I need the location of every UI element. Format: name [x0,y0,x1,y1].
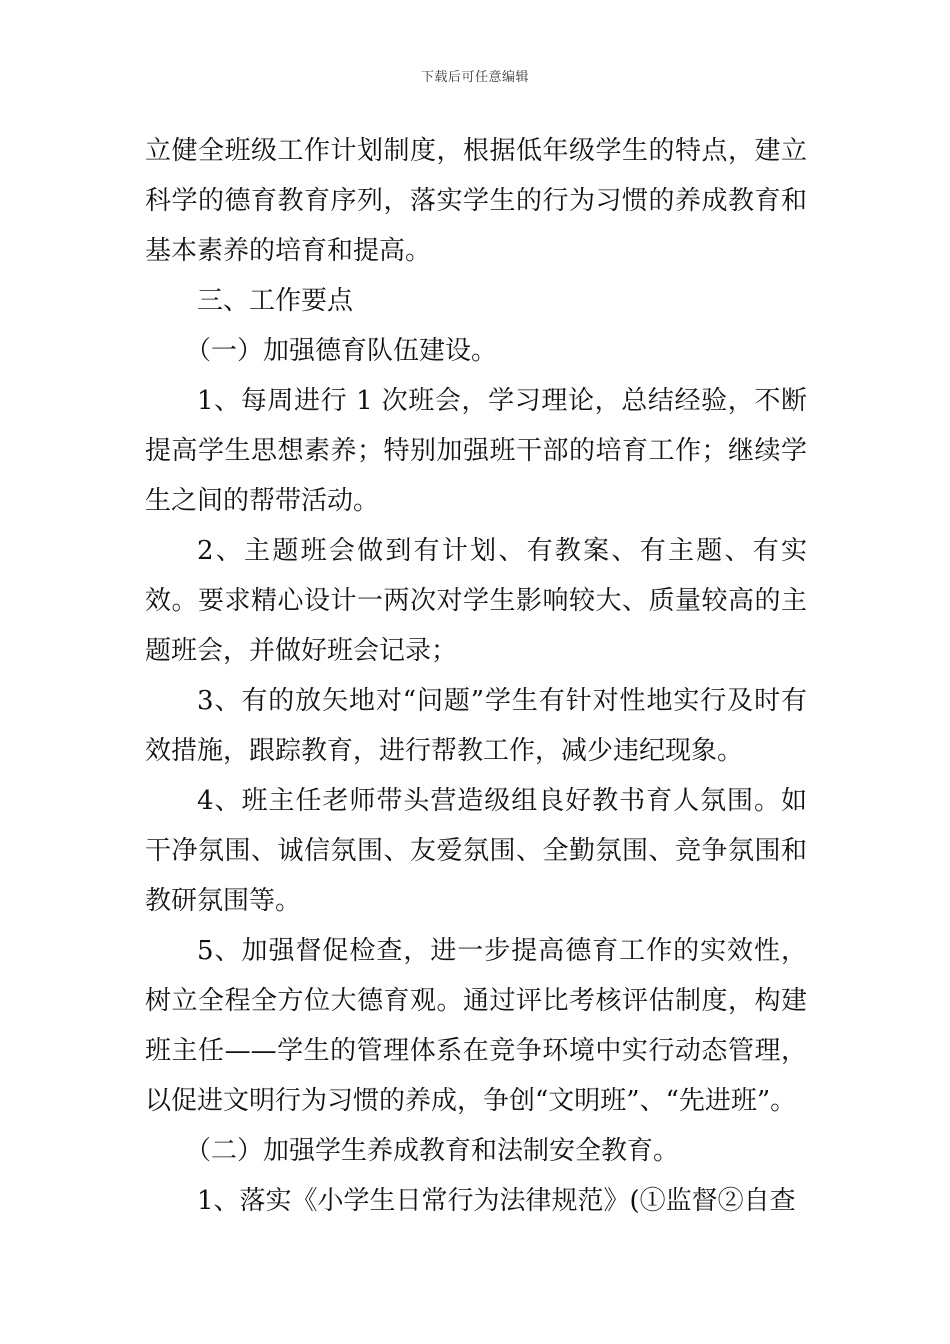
page-header: 下载后可任意编辑 [420,70,529,85]
document-body [145,126,807,1226]
list-item-2: 2、主题班会做到有计划、有教案、有主题、有实效。要求精心设计一两次对学生影响较大、质量较高的主题班会，并做好班会记录； [145,536,807,666]
subsection-heading-2: （二）加强学生养成教育和法制安全教育。 [185,1136,680,1166]
paragraph-intro: 立健全班级工作计划制度，根据低年级学生的特点，建立科学的德育教育序列，落实学生的行为习惯的养成教育和基本素养的培育和提高。 [145,136,807,266]
list-item-5: 5、加强督促检查，进一步提高德育工作的实效性，树立全程全方位大德育观。通过评比考核评估制度，构建班主任——学生的管理体系在竞争环境中实行动态管理，以促进文明行为习惯的养成，争创“文明班”、“先进班”。 [145,936,807,1116]
list-item-6: 1、落实《小学生日常行为法律规范》(①监督②自查 [197,1186,796,1216]
subsection-heading-1: （一）加强德育队伍建设。 [185,336,498,366]
list-item-4: 4、班主任老师带头营造级组良好教书育人氛围。如干净氛围、诚信氛围、友爱氛围、全勤氛围、竞争氛围和教研氛围等。 [145,786,807,916]
section-heading-work-points: 三、工作要点 [197,286,354,316]
list-item-1: 1、每周进行 1 次班会，学习理论，总结经验，不断提高学生思想素养；特别加强班干部的培育工作；继续学生之间的帮带活动。 [145,386,807,516]
list-item-3: 3、有的放矢地对“问题”学生有针对性地实行及时有效措施，跟踪教育，进行帮教工作，减少违纪现象。 [145,686,807,766]
